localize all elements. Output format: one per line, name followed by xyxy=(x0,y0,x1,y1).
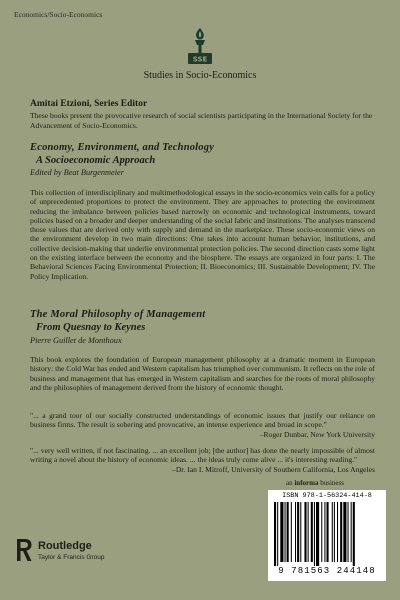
routledge-r-logo-icon xyxy=(15,538,33,562)
barcode-bar xyxy=(334,502,335,562)
book2-title: The Moral Philosophy of Management xyxy=(30,309,206,320)
barcode-bar xyxy=(327,502,329,562)
barcode-bar xyxy=(277,502,278,566)
barcode-bar xyxy=(291,502,292,562)
barcode-bar xyxy=(353,502,355,566)
isbn-label: ISBN 978-1-56324-414-8 xyxy=(282,492,372,500)
informa-prefix: an xyxy=(286,479,295,487)
review-quote: "... a grand tour of our socially constructed understandings of economic issues that justify our reliance on business firms. The result is sobering and provocative, an intense experience and broad in scope." xyxy=(30,411,375,430)
book2-description: This book explores the foundation of European management philosophy at a dramatic moment in European history: the Cold War has ended and Western capitalism has triumphed over communism. It reflects on the role of business and management that has emerged in Western capitalism and searches for the roots of moral philosophy and the philosophies of management derived from the history of economic thought. xyxy=(30,355,375,392)
barcode-bar xyxy=(287,502,289,562)
series-title: Studies in Socio-Economics xyxy=(143,70,257,81)
book1-description: This collection of interdisciplinary and multimethodological essays in the socio-economics vein calls for a policy of unprecedented proportions to protect the environment. They are approaches to protecting the environment reducing the imbalance between policies based narrowly on economic and technological instruments, toward policies based on a broader and deeper understanding of the social fabric and institutions. The analyses transcend those values that are derived only with supply and demand in the marketplace. These socio-economic views on the environment develop in two main directions: One takes into account human behavior, institutions, and collective decision-making that underlie environmental protection policies. The second direction casts some light on the existing interface between the economy and the biosphere. The essays are organized in four parts: I. The Behavioral Sciences Facing Environmental Protection; II. Bioeconomics; III. Sustainable Development; IV. The Policy Implication. xyxy=(30,188,375,281)
sse-logo-text: SSE xyxy=(192,55,208,64)
series-editor: Amitai Etzioni, Series Editor xyxy=(30,99,148,109)
barcode-bar xyxy=(340,502,342,562)
review-source: –Dr. Ian I. Mitroff, University of Southern California, Los Angeles xyxy=(172,465,375,474)
informa-brand: informa xyxy=(294,479,319,487)
barcode-bar xyxy=(337,502,338,562)
barcode-box xyxy=(268,490,386,581)
book2-author: Pierre Guillet de Monthoux xyxy=(30,336,122,345)
barcode-bar xyxy=(274,502,276,566)
publisher-group: Taylor & Francis Group xyxy=(38,554,105,561)
barcode-bar xyxy=(316,502,319,566)
category-label: Economics/Socio-Economics xyxy=(14,10,103,19)
barcode-digits: 9 781563 244148 xyxy=(278,566,376,576)
barcode-bar xyxy=(324,502,325,562)
barcode-icon xyxy=(274,502,380,566)
review-quote: "... very well written, if not fascinating. ... an excellent job; [the author] has done the nearly impossible of almost writing a novel about the history of economic ideas. ... the ideas truly come alive ... it's interesting reading." xyxy=(30,446,375,465)
sse-torch-logo-icon xyxy=(183,26,217,66)
barcode-bar xyxy=(314,502,315,566)
book1-editor: Edited by Beat Burgenmeier xyxy=(30,168,124,177)
informa-business-tag xyxy=(286,479,344,487)
book1-title: Economy, Environment, and Technology xyxy=(30,142,215,153)
barcode-bar xyxy=(300,502,301,562)
barcode-bar xyxy=(321,502,322,562)
barcode-bar xyxy=(351,502,352,562)
barcode-bar xyxy=(285,502,286,562)
barcode-bar xyxy=(295,502,296,562)
book2-subtitle: From Quesnay to Keynes xyxy=(36,322,146,333)
barcode-bar xyxy=(280,502,283,562)
informa-suffix: business xyxy=(318,479,344,487)
barcode-bar xyxy=(304,502,306,562)
review-source: –Roger Dunbar, New York University xyxy=(259,430,375,439)
barcode-bar xyxy=(308,502,309,562)
barcode-bar xyxy=(297,502,299,562)
publisher-name: Routledge xyxy=(38,540,92,552)
barcode-bar xyxy=(348,502,349,562)
book1-subtitle: A Socioeconomic Approach xyxy=(36,155,156,166)
barcode-bar xyxy=(332,502,333,562)
series-description: These books present the provocative research of social scientists participating in the International Society for the Advancement of Socio-Economics. xyxy=(30,111,373,130)
barcode-bar xyxy=(311,502,313,562)
barcode-bar xyxy=(343,502,346,562)
